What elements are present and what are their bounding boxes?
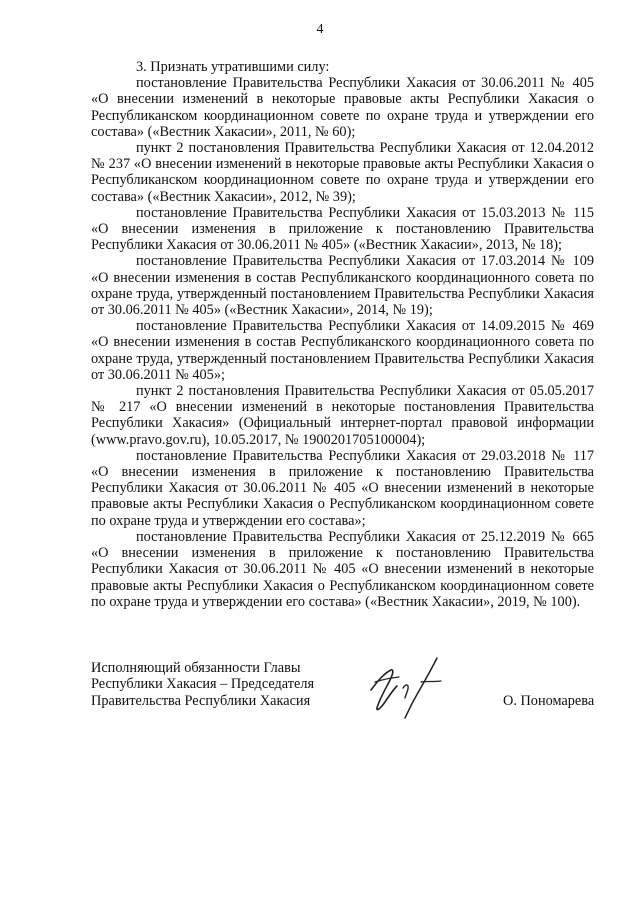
signer-name: О. Пономарева [503, 693, 595, 709]
signer-title [91, 660, 351, 709]
handwritten-signature [363, 652, 458, 722]
repealed-act-item-4: постановление Правительства Республики Хакасия от 17.03.2014 № 109 «О внесении изменения в состав Республиканского координационного совета по охране труда, утвержденный постановлением Правительства Республики Хакасия от 30.06.2011 № 405» («Вестник Хакасии», 2014, № 19); [91, 253, 594, 319]
signature-block [91, 660, 601, 720]
repealed-act-item-5: постановление Правительства Республики Хакасия от 14.09.2015 № 469 «О внесении изменения в состав Республиканского координационного совета по охране труда, утвержденный постановлением Правительства Республики Хакасия от 30.06.2011 № 405»; [91, 318, 594, 383]
document-body [91, 59, 594, 610]
repealed-act-item-7: постановление Правительства Республики Хакасия от 29.03.2018 № 117 «О внесении изменения в приложение к постановлению Правительства Республики Хакасия от 30.06.2011 № 405 «О внесении изменений в некоторые правовые акты Республики Хакасия о Республиканском координационном совете по охране труда и утверждении его состава»; [91, 447, 594, 529]
signer-title-line-2: Республики Хакасия – Председателя [91, 676, 315, 693]
repealed-act-item-8: постановление Правительства Республики Хакасия от 25.12.2019 № 665 «О внесении изменения в приложение к постановлению Правительства Республики Хакасия от 30.06.2011 № 405 «О внесении изменений в некоторые правовые акты Республики Хакасия о Республиканском координационном совете по охране труда и утверждении его состава» («Вестник Хакасии», 2019, № 100). [91, 528, 594, 610]
signer-title-line-3: Правительства Республики Хакасия [91, 692, 311, 709]
section-heading: 3. Признать утратившими силу: [136, 59, 330, 75]
repealed-act-item-1: постановление Правительства Республики Хакасия от 30.06.2011 № 405 «О внесении изменений в некоторые правовые акты Республики Хакасия о Республиканском координационном совете по охране труда и утверждении его состава» («Вестник Хакасии», 2011, № 60); [91, 75, 594, 140]
signer-title-line-1: Исполняющий обязанности Главы [91, 660, 301, 676]
repealed-act-item-6: пункт 2 постановления Правительства Республики Хакасия от 05.05.2017 № 217 «О внесении изменений в некоторые постановления Правительства Республики Хакасия» (Официальный интернет-портал правовой информации (www.pravo.gov.ru), 10.05.2017, № 1900201705100004); [91, 383, 594, 448]
repealed-act-item-2: пункт 2 постановления Правительства Республики Хакасия от 12.04.2012 № 237 «О внесении изменений в некоторые правовые акты Республики Хакасия о Республиканском координационном совете по охране труда и утверждении его состава» («Вестник Хакасии», 2012, № 39); [91, 140, 594, 205]
repealed-act-item-3: постановление Правительства Республики Хакасия от 15.03.2013 № 115 «О внесении изменения в приложение к постановлению Правительства Республики Хакасия от 30.06.2011 № 405» («Вестник Хакасии», 2013, № 18); [91, 204, 594, 254]
page-number: 4 [316, 22, 324, 37]
